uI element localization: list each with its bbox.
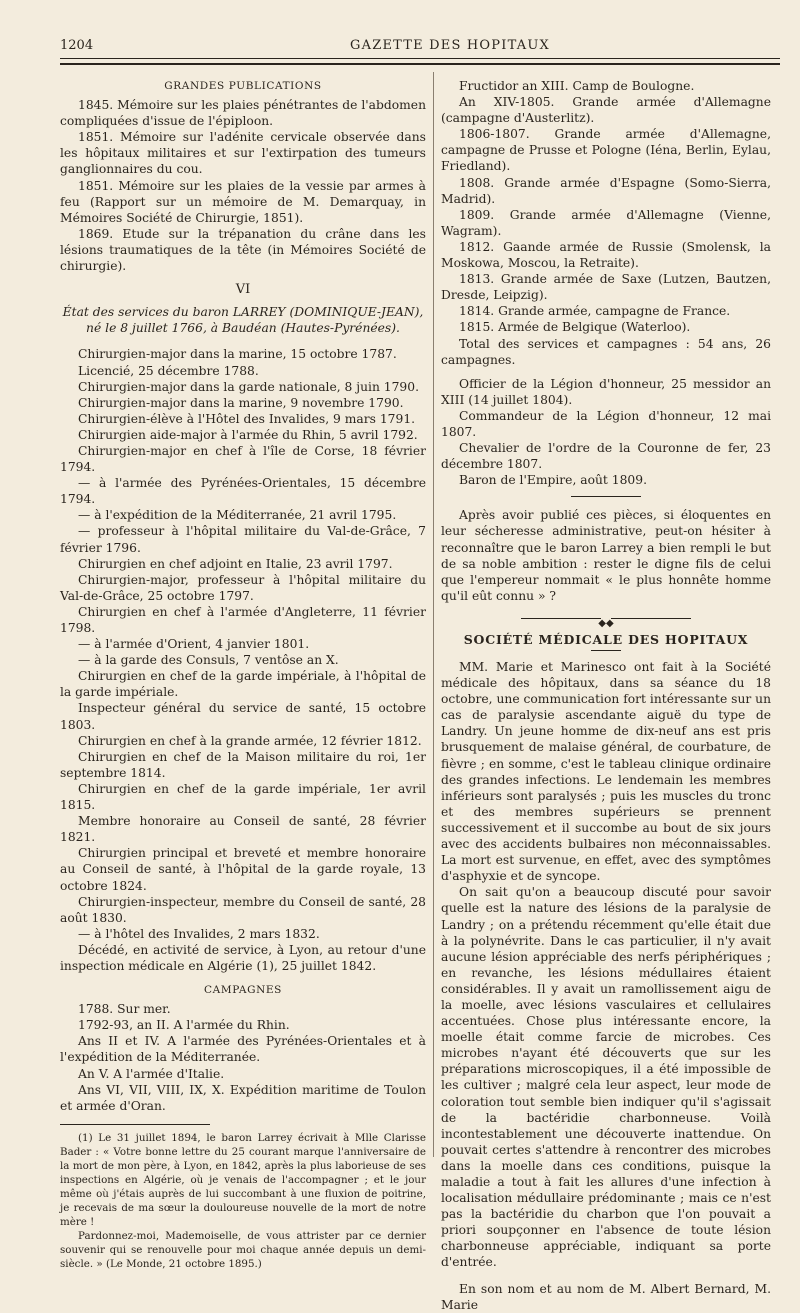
- header-rule-thin: [60, 58, 780, 59]
- page-number: 1204: [60, 38, 94, 53]
- service-item: Chirurgien principal et breveté et membre honoraire au Conseil de santé, à l'hôpital de la garde royale, 13 octobre 1824.: [60, 846, 426, 893]
- honor-item: Commandeur de la Légion d'honneur, 12 mai 1807.: [441, 408, 771, 439]
- section-numeral: VI: [235, 282, 251, 298]
- campaign-item: 1792-93, an II. A l'armée du Rhin.: [78, 1018, 290, 1033]
- campaign-item: Ans VI, VII, VIII, IX, X. Expédition maritime de Toulon et armée d'Oran.: [60, 1082, 426, 1113]
- service-item: Chirurgien en chef de la garde impériale, à l'hôpital de la garde impériale.: [60, 669, 426, 700]
- publication-item: 1851. Mémoire sur les plaies de la vessie par armes à feu (Rapport sur un mémoire de M. Demarquay, in Mémoires Société de Chirurgie, 1851).: [60, 178, 426, 225]
- publication-item: 1851. Mémoire sur l'adénite cervicale observée dans les hôpitaux militaires et sur l'extirpation des tumeurs ganglionnaires du cou.: [60, 130, 426, 177]
- service-item: Chirurgien aide-major à l'armée du Rhin, 5 avril 1792.: [78, 427, 418, 442]
- service-item: Chirurgien-inspecteur, membre du Conseil de santé, 28 août 1830.: [60, 894, 426, 925]
- service-item: — à l'hôtel des Invalides, 2 mars 1832.: [78, 926, 320, 941]
- campaign-item: 1808. Grande armée d'Espagne (Somo-Sierra, Madrid).: [441, 175, 771, 206]
- article-paragraph: En son nom et au nom de M. Albert Bernard, M. Marie: [441, 1281, 771, 1312]
- honor-item: Baron de l'Empire, août 1809.: [459, 473, 647, 488]
- footnote: (1) Le 31 juillet 1894, le baron Larrey écrivait à Mlle Clarisse Bader : « Votre bonne lettre du 25 courant marque l'anniversaire de la mort de mon père, à Lyon, en 1842, après la plus laborieuse de ses inspections en Algérie, où je venais de l'accompagner ; et le jour même où j'étais auprès de lui succombant à une fluxion de poitrine, je recevais de ma sœur la douloureuse nouvelle de la mort de notre mère !: [60, 1131, 426, 1228]
- service-item: — à l'armée d'Orient, 4 janvier 1801.: [78, 637, 310, 652]
- running-head: GAZETTE DES HOPITAUX: [350, 38, 550, 53]
- article-paragraph: On sait qu'on a beaucoup discuté pour savoir quelle est la nature des lésions de la paralysie de Landry ; on a prétendu récemment qu'elle était due à la polynévrite. Dans le cas particulier, il n'y avait aucune lésion appréciable des nerfs périphériques ; en revanche, les lésions médullaires étaient considérables. Il y avait un ramollissement aigu de la moelle, avec lésions vasculaires et cellulaires accentuées. Chose plus intéressante encore, la moelle était comme farcie de microbes. Ces microbes n'ayant été découverts que sur les préparations microscopiques, il a été impossible de les cultiver ; malgré cela leur aspect, leur mode de coloration tout semble bien indiquer qu'il s'agissait de la bactéridie charbonneuse. Voilà incontestablement une découverte inattendue. On pouvait certes s'attendre à rencontrer des microbes dans la moelle dans ces conditions, puisque la maladie a tout à fait les allures d'une infection à localisation médullaire prédominante ; mais ce n'est pas la bactéridie du charbon que l'on pouvait a priori soupçonner en l'absence de toute lésion charbonneuse appréciable, indiquant sa porte d'entrée.: [441, 885, 771, 1270]
- campaign-item: An V. A l'armée d'Italie.: [78, 1066, 225, 1081]
- service-item: Chirurgien en chef de la garde impériale, 1er avril 1815.: [60, 781, 426, 813]
- section-title: SOCIÉTÉ MÉDICALE DES HOPITAUX: [463, 631, 749, 647]
- column-divider: [433, 72, 434, 1157]
- footnote-continuation: Pardonnez-moi, Mademoiselle, de vous attrister par ce dernier souvenir qui se renouvelle pour moi chaque année depuis un demi-siècle. » (Le Monde, 21 octobre 1895.): [60, 1229, 426, 1270]
- service-item: Décédé, en activité de service, à Lyon, au retour d'une inspection médicale en Algérie (1), 25 juillet 1842.: [60, 942, 426, 973]
- ornament-line-left: [521, 618, 601, 619]
- state-title-line1: État des services du baron LARREY (DOMINIQUE-JEAN),: [62, 305, 424, 320]
- campaign-item: Fructidor an XIII. Camp de Boulogne.: [459, 79, 695, 93]
- service-item: Chirurgien en chef adjoint en Italie, 23 avril 1797.: [78, 556, 393, 571]
- state-title-line2: né le 8 juillet 1766, à Baudéan (Hautes-Pyrénées).: [86, 321, 400, 336]
- service-item: Chirurgien en chef à l'armée d'Angleterre, 11 février 1798.: [60, 604, 426, 635]
- campaign-item: 1812. Gaande armée de Russie (Smolensk, la Moskowa, Moscou, la Retraite).: [441, 239, 771, 271]
- article-paragraph: MM. Marie et Marinesco ont fait à la Société médicale des hôpitaux, dans sa séance du 18 octobre, une communication fort intéressante sur un cas de paralysie ascendante aiguë du type de Landry. Un jeune homme de dix-neuf ans est pris brusquement de malaise général, de courbature, de fièvre ; en somme, c'est le tableau clinique ordinaire des grandes infections. Le lendemain les membres inférieurs sont paralysés ; puis les muscles du tronc et des membres supérieurs se prennent successivement et il succombe au bout de six jours avec des accidents bulbaires non méconnaissables. La mort est survenue, en effet, avec des symptômes d'asphyxie et de syncope.: [441, 660, 771, 884]
- publication-item: 1845. Mémoire sur les plaies pénétrantes de l'abdomen compliquées d'issue de l'épiploon.: [60, 98, 426, 129]
- ornament-line-right: [611, 618, 691, 619]
- header-rule-thick: [60, 63, 780, 65]
- service-item: Chirurgien-major, professeur à l'hôpital militaire du Val-de-Grâce, 25 octobre 1797.: [60, 572, 426, 603]
- service-item: Chirurgien en chef de la Maison militaire du roi, 1er septembre 1814.: [60, 749, 426, 780]
- service-item: Chirurgien-élève à l'Hôtel des Invalides, 9 mars 1791.: [78, 411, 416, 426]
- right-column: [441, 78, 771, 1313]
- service-item: Membre honoraire au Conseil de santé, 28 février 1821.: [60, 814, 426, 845]
- service-item: Chirurgien-major en chef à l'île de Corse, 18 février 1794.: [60, 443, 426, 475]
- state-title: [60, 304, 426, 336]
- campaign-item: An XIV-1805. Grande armée d'Allemagne (campagne d'Austerlitz).: [441, 95, 771, 126]
- service-item: — professeur à l'hôpital militaire du Val-de-Grâce, 7 février 1796.: [60, 524, 426, 555]
- ornament-divider: [441, 614, 771, 629]
- footnote-rule: [60, 1124, 210, 1125]
- campaign-item: 1815. Armée de Belgique (Waterloo).: [459, 320, 691, 335]
- service-item: Chirurgien-major dans la marine, 9 novembre 1790.: [78, 395, 404, 410]
- campaign-item: 1788. Sur mer.: [78, 1002, 171, 1017]
- ornament-glyph: ◆◆: [598, 617, 614, 629]
- left-column: [60, 78, 426, 1271]
- separator-rule: [571, 496, 641, 497]
- service-item: Licencié, 25 décembre 1788.: [78, 363, 259, 378]
- closing-paragraph: Après avoir publié ces pièces, si éloquentes en leur sécheresse administrative, peut-on hésiter à reconnaître que le baron Larrey a bien rempli le but de sa noble ambition : rester le digne fils de celui que l'empereur nommait « le plus honnête homme qu'il eût connu » ?: [441, 508, 771, 603]
- campaign-total: Total des services et campagnes : 54 ans, 26 campagnes.: [441, 336, 771, 367]
- service-item: Inspecteur général du service de santé, 15 octobre 1803.: [60, 701, 426, 732]
- publication-item: 1869. Etude sur la trépanation du crâne dans les lésions traumatiques de la tête (in Mémoires Société de chirurgie).: [60, 226, 426, 274]
- heading-publications: GRANDES PUBLICATIONS: [164, 80, 322, 92]
- campaign-item: 1814. Grande armée, campagne de France.: [459, 304, 731, 319]
- campaign-item: 1809. Grande armée d'Allemagne (Vienne, Wagram).: [441, 207, 771, 238]
- honor-item: Officier de la Légion d'honneur, 25 messidor an XIII (14 juillet 1804).: [441, 376, 771, 407]
- service-item: — à l'expédition de la Méditerranée, 21 avril 1795.: [78, 508, 397, 523]
- honor-item: Chevalier de l'ordre de la Couronne de fer, 23 décembre 1807.: [441, 441, 771, 472]
- service-item: Chirurgien-major dans la garde nationale, 8 juin 1790.: [78, 379, 419, 394]
- campaign-item: 1813. Grande armée de Saxe (Lutzen, Bautzen, Dresde, Leipzig).: [441, 272, 771, 303]
- campaign-item: 1806-1807. Grande armée d'Allemagne, campagne de Prusse et Pologne (Iéna, Berlin, Eylau, Friedland).: [441, 127, 771, 174]
- heading-campaigns: CAMPAGNES: [204, 984, 282, 997]
- campaign-item: Ans II et IV. A l'armée des Pyrénées-Orientales et à l'expédition de la Méditerranée.: [60, 1034, 426, 1065]
- service-item: — à l'armée des Pyrénées-Orientales, 15 décembre 1794.: [60, 476, 426, 507]
- service-item: Chirurgien-major dans la marine, 15 octobre 1787.: [78, 347, 397, 362]
- section-title-rule: [591, 650, 621, 651]
- service-item: — à la garde des Consuls, 7 ventôse an X.: [78, 653, 339, 668]
- service-item: Chirurgien en chef à la grande armée, 12 février 1812.: [78, 733, 422, 748]
